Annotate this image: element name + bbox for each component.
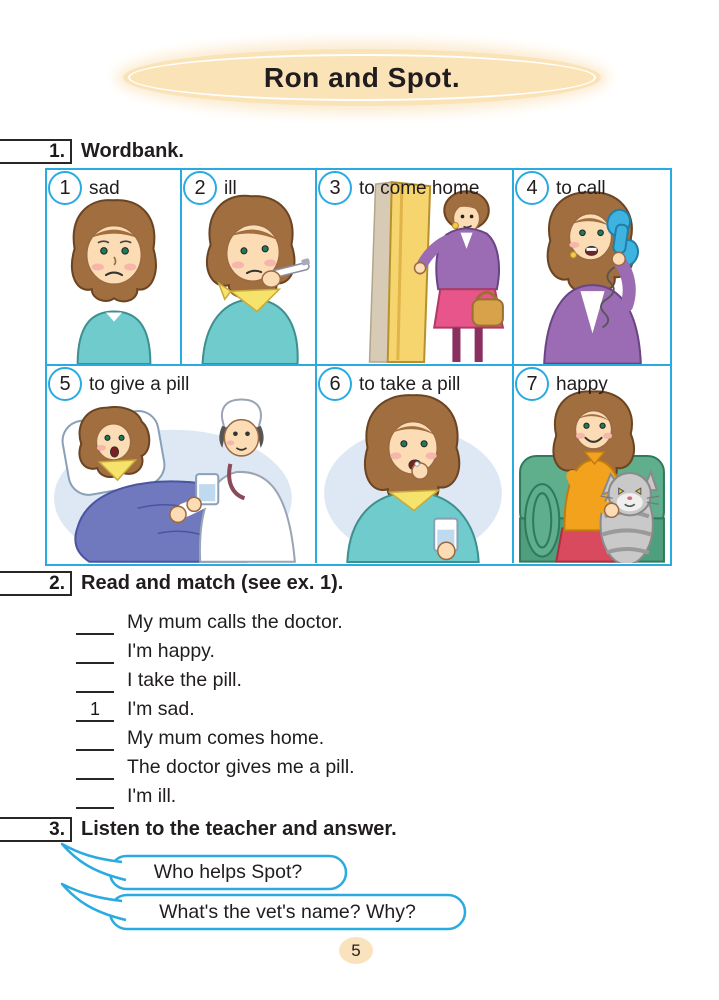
- cell-number-badge: 2: [183, 171, 217, 205]
- match-sentence: I'm ill.: [127, 785, 177, 807]
- match-sentence: The doctor gives me a pill.: [127, 756, 355, 778]
- wordbank-cell-give-pill: [47, 366, 317, 563]
- cell-number-badge: 6: [318, 367, 352, 401]
- exercise2-header: [0, 571, 343, 596]
- exercise1-header: [0, 139, 184, 164]
- exercise3-title: Listen to the teacher and answer.: [81, 818, 397, 840]
- match-item: [76, 606, 355, 635]
- cell-number-badge: 1: [48, 171, 82, 205]
- exercise1-title: Wordbank.: [81, 140, 184, 162]
- wordbank-grid: [45, 168, 672, 566]
- lesson-title: Ron and Spot.: [263, 61, 461, 93]
- wordbank-cell-call: [514, 170, 670, 364]
- cell-number-badge: 5: [48, 367, 82, 401]
- match-sentence: My mum comes home.: [127, 727, 325, 749]
- cell-label: to give a pill: [89, 374, 190, 395]
- cell-number-badge: 3: [318, 171, 352, 205]
- answer-blank[interactable]: [76, 727, 114, 751]
- question-1: Who helps Spot?: [153, 861, 303, 883]
- answer-blank[interactable]: 1: [76, 698, 114, 722]
- cell-label: sad: [89, 178, 120, 199]
- match-sentence: I'm happy.: [127, 640, 215, 662]
- wordbank-cell-ill: [182, 170, 317, 364]
- page-number: 5: [339, 937, 373, 964]
- exercise3-number-box: 3.: [0, 817, 72, 842]
- lesson-title-ellipse: [123, 49, 601, 106]
- exercise2-number-box: 2.: [0, 571, 72, 596]
- match-item: [76, 722, 355, 751]
- wordbank-cell-sad: [47, 170, 182, 364]
- answer-blank[interactable]: [76, 785, 114, 809]
- question-2: What's the vet's name? Why?: [159, 900, 416, 923]
- exercise1-number-box: 1.: [0, 139, 72, 164]
- exercise2-title: Read and match (see ex. 1).: [81, 572, 344, 594]
- answer-blank[interactable]: [76, 611, 114, 635]
- match-sentence: My mum calls the doctor.: [127, 611, 343, 633]
- exercise3-header: [0, 817, 397, 842]
- cell-label: to come home: [359, 178, 480, 199]
- answer-blank[interactable]: [76, 756, 114, 780]
- cell-label: to call: [556, 178, 606, 199]
- wordbank-cell-come-home: [317, 170, 514, 364]
- wordbank-cell-happy: [514, 366, 670, 563]
- wordbank-row-1: [47, 170, 670, 366]
- cell-label: to take a pill: [359, 374, 461, 395]
- answer-blank[interactable]: [76, 669, 114, 693]
- cell-number-badge: 4: [515, 171, 549, 205]
- match-item: [76, 780, 355, 809]
- match-item: [76, 664, 355, 693]
- read-and-match-list: [76, 606, 355, 809]
- match-item: [76, 635, 355, 664]
- match-sentence: I'm sad.: [127, 698, 195, 720]
- cell-label: happy: [556, 374, 608, 395]
- cell-label: ill: [224, 178, 237, 199]
- answer-blank[interactable]: [76, 640, 114, 664]
- match-item: [76, 751, 355, 780]
- wordbank-row-2: [47, 366, 670, 563]
- match-item: [76, 693, 355, 722]
- cell-number-badge: 7: [515, 367, 549, 401]
- wordbank-cell-take-pill: [317, 366, 514, 563]
- match-sentence: I take the pill.: [127, 669, 242, 691]
